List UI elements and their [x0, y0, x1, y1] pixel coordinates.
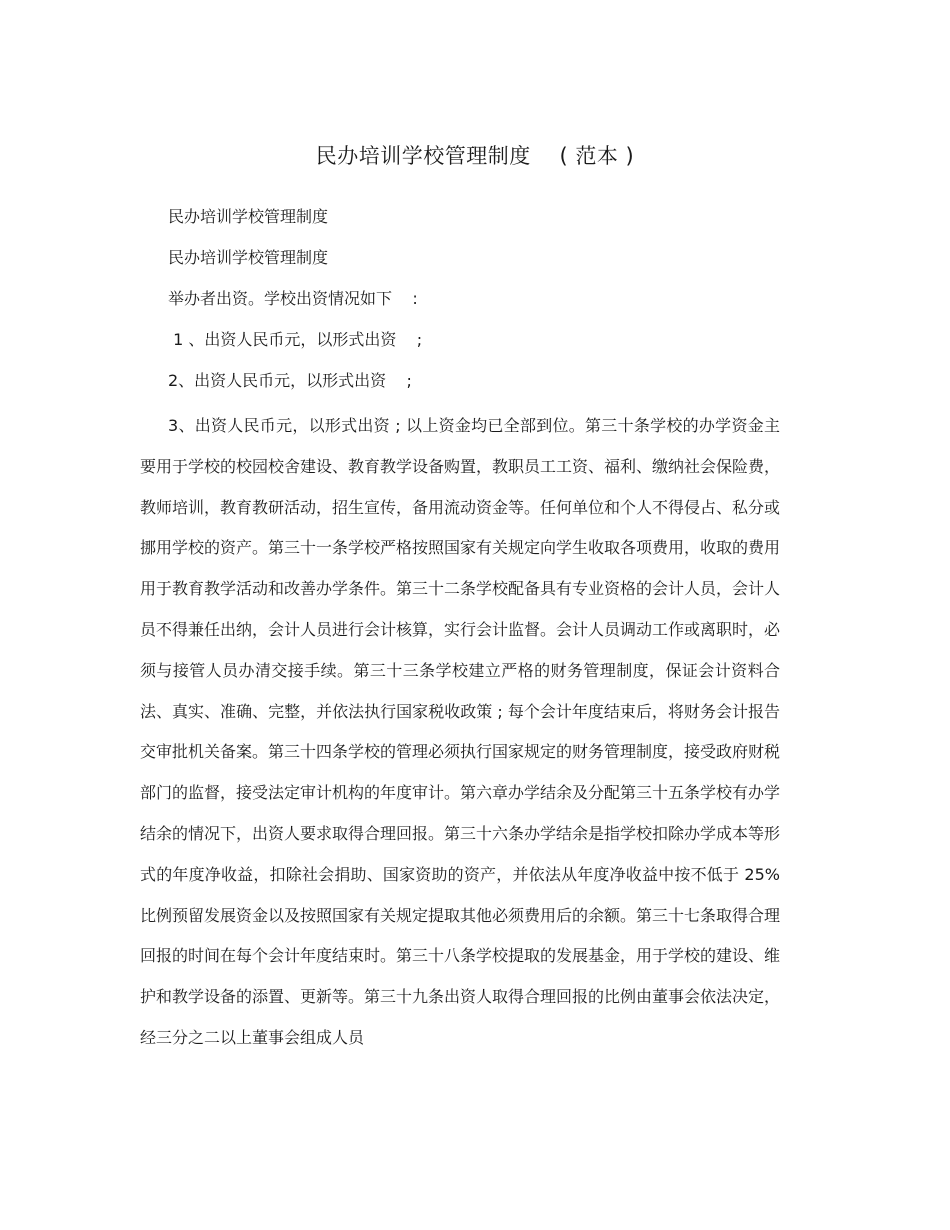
document-title: 民办培训学校管理制度 ( 范本 ): [315, 144, 635, 168]
subtitle-line-2: 民办培训学校管理制度: [168, 248, 329, 267]
capital-item-1: 1 、出资人民币元，以形式出资 ;: [168, 330, 423, 349]
capital-intro-line: 举办者出资。学校出资情况如下 :: [168, 289, 418, 308]
capital-item-2: 2、出资人民币元，以形式出资 ;: [168, 371, 412, 390]
subtitle-line-1: 民办培训学校管理制度: [168, 207, 329, 226]
body-paragraph: 3、出资人民币元，以形式出资 ; 以上资金均已全部到位。第三十条学校的办学资金主要用于学校的校园校舍建设、教育教学设备购置，教职员工工资、福利、缴纳社会保险费，教师培训，教育教研活动，招生宣传，备用流动资金等。任何单位和个人不得侵占、私分或挪用学校的资产。第三十一条学校严格按照国家有关规定向学生收取各项费用，收取的费用用于教育教学活动和改善办学条件。第三十二条学校配备具有专业资格的会计人员，会计人员不得兼任出纳，会计人员进行会计核算，实行会计监督。会计人员调动工作或离职时，必须与接管人员办清交接手续。第三十三条学校建立严格的财务管理制度，保证会计资料合法、真实、准确、完整，并依法执行国家税收政策 ; 每个会计年度结束后，将财务会计报告交审批机关备案。第三十四条学校的管理必须执行国家规定的财务管理制度，接受政府财税部门的监督，接受法定审计机构的年度审计。第六章办学结余及分配第三十五条学校有办学结余的情况下，出资人要求取得合理回报。第三十六条办学结余是指学校扣除办学成本等形式的年度净收益，扣除社会捐助、国家资助的资产，并依法从年度净收益中按不低于 25%比例预留发展资金以及按照国家有关规定提取其他必须费用后的余额。第三十七条取得合理回报的时间在每个会计年度结束时。第三十八条学校提取的发展基金，用于学校的建设、维护和教学设备的添置、更新等。第三十九条出资人取得合理回报的比例由董事会依法决定，经三分之二以上董事会组成人员: [140, 416, 781, 1047]
